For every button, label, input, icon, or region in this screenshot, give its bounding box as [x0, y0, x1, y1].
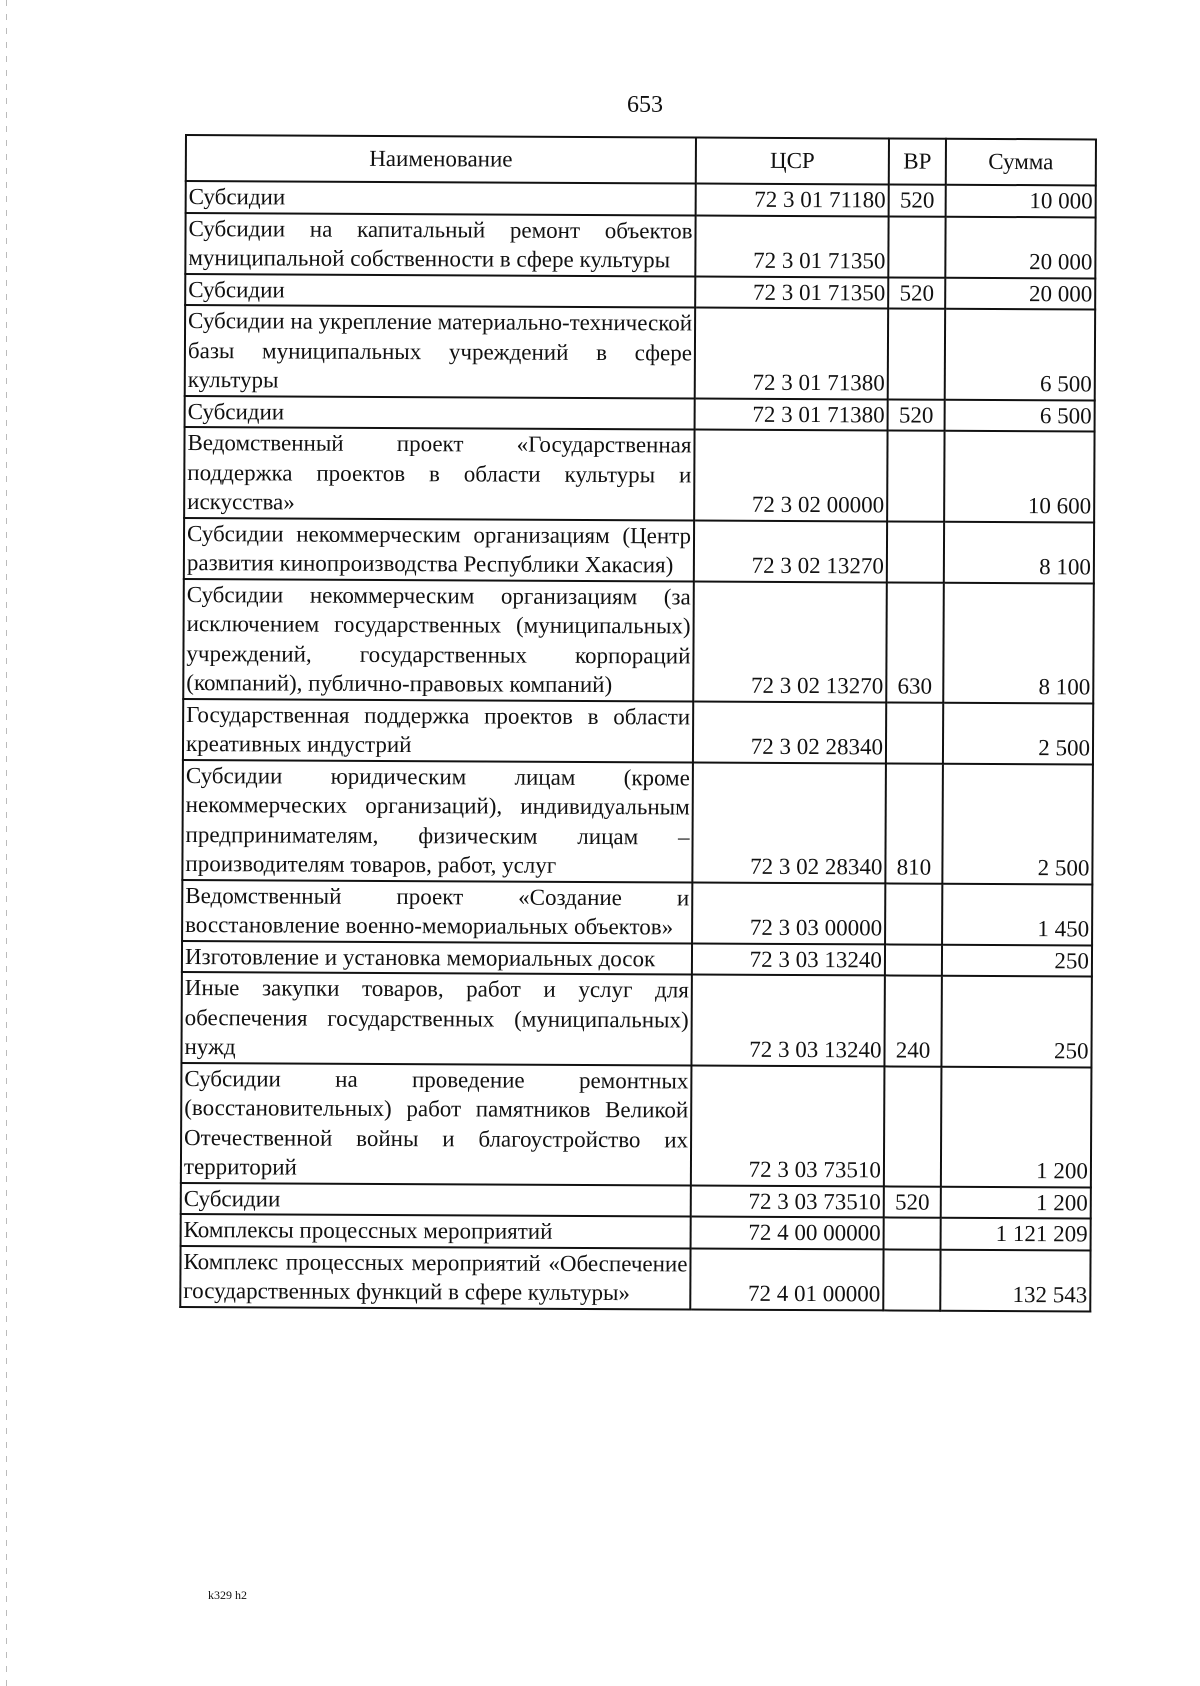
cell-csr: 72 3 01 71350 [695, 215, 888, 277]
budget-table [179, 134, 1097, 1312]
cell-name: Субсидии [185, 274, 695, 308]
cell-name: Государственная поддержка проектов в области креативных индустрий [183, 698, 693, 761]
cell-name: Субсидии некоммерческим организациям (Центр развития кинопроизводства Республики Хакасия) [184, 518, 694, 581]
table-row [184, 518, 1094, 583]
cell-name: Субсидии на проведение ремонтных (восстановительных) работ памятников Великой Отечественной войны и благоустройство их территорий [181, 1062, 692, 1184]
cell-sum: 250 [942, 944, 1092, 976]
table-row [182, 759, 1093, 883]
cell-vr [887, 521, 944, 582]
cell-sum: 250 [941, 976, 1091, 1067]
table-row [185, 213, 1095, 278]
cell-sum: 132 543 [940, 1249, 1090, 1311]
cell-sum: 1 121 209 [941, 1218, 1091, 1250]
cell-vr: 630 [886, 582, 944, 702]
table-row [181, 1062, 1092, 1186]
cell-csr: 72 4 00 00000 [691, 1216, 884, 1248]
cell-name: Субсидии некоммерческим организациям (за исключением государственных (муниципальных) учреждений, государственных корпораций (компаний), публично-правовых компаний) [183, 578, 694, 700]
cell-csr: 72 3 01 71380 [695, 398, 888, 430]
cell-sum: 10 000 [946, 185, 1096, 217]
cell-vr [884, 1066, 942, 1186]
cell-name: Субсидии [186, 181, 696, 215]
cell-csr: 72 3 02 28340 [693, 701, 886, 763]
cell-sum: 1 200 [941, 1066, 1092, 1187]
cell-name: Ведомственный проект «Государственная поддержка проектов в области культуры и искусства» [184, 427, 694, 520]
cell-sum: 6 500 [945, 399, 1095, 431]
cell-name: Субсидии на укрепление материально-технической базы муниципальных учреждений в сфере культуры [185, 305, 695, 398]
header-sum: Сумма [946, 139, 1096, 186]
cell-csr: 72 3 01 71350 [695, 276, 888, 308]
cell-vr [888, 216, 945, 277]
footer-code: k329 h2 [208, 1588, 247, 1602]
cell-name: Субсидии на капитальный ремонт объектов муниципальной собственности в сфере культуры [185, 213, 695, 276]
cell-csr: 72 3 02 13270 [694, 520, 887, 582]
cell-vr [885, 944, 942, 976]
cell-name: Изготовление и установка мемориальных досок [182, 940, 692, 974]
cell-sum: 2 500 [942, 763, 1093, 884]
table-header-row [186, 135, 1096, 185]
cell-csr: 72 3 03 73510 [691, 1065, 885, 1186]
table-row [185, 274, 1095, 310]
page-number: 653 [627, 92, 663, 118]
cell-vr: 520 [888, 399, 945, 431]
cell-vr: 520 [884, 1186, 941, 1218]
header-name: Наименование [186, 135, 696, 183]
table-row [185, 396, 1095, 432]
table-row [180, 1245, 1090, 1310]
header-vr: ВР [889, 138, 946, 184]
cell-csr: 72 3 01 71380 [695, 307, 888, 398]
cell-sum: 2 500 [943, 702, 1093, 764]
table-body [180, 181, 1095, 1311]
cell-vr: 520 [889, 184, 946, 216]
table-row [186, 181, 1096, 217]
cell-vr [883, 1249, 940, 1310]
table-row [183, 578, 1094, 702]
table-row [181, 1214, 1091, 1250]
cell-csr: 72 3 02 13270 [693, 581, 887, 702]
cell-sum: 8 100 [944, 521, 1094, 583]
cell-sum: 10 600 [944, 431, 1094, 522]
table-row [183, 698, 1093, 763]
cell-csr: 72 4 01 00000 [690, 1248, 883, 1310]
cell-sum: 1 450 [942, 883, 1092, 945]
cell-vr [886, 702, 943, 763]
cell-name: Ведомственный проект «Создание и восстановление военно-мемориальных объектов» [182, 879, 692, 942]
scan-margin-line [6, 0, 7, 1686]
cell-csr: 72 3 02 00000 [694, 429, 887, 520]
table-row [181, 972, 1091, 1067]
cell-sum: 6 500 [945, 309, 1095, 400]
header-csr: ЦСР [696, 137, 889, 184]
cell-name: Субсидии [185, 396, 695, 430]
table-row [182, 940, 1092, 976]
cell-vr [884, 1217, 941, 1249]
cell-name: Субсидии [181, 1182, 691, 1216]
table-row [184, 427, 1094, 522]
cell-name: Комплекс процессных мероприятий «Обеспечение государственных функций в сфере культуры» [180, 1245, 690, 1308]
cell-sum: 1 200 [941, 1186, 1091, 1218]
cell-vr: 810 [885, 763, 943, 883]
cell-csr: 72 3 03 13240 [691, 974, 884, 1065]
cell-sum: 20 000 [945, 216, 1095, 278]
table-row [181, 1182, 1091, 1218]
table-row [185, 305, 1095, 400]
cell-csr: 72 3 01 71180 [696, 183, 889, 215]
cell-csr: 72 3 02 28340 [692, 762, 886, 883]
cell-sum: 20 000 [945, 277, 1095, 309]
cell-name: Субсидии юридическим лицам (кроме некоммерческих организаций), индивидуальным предпринимателям, физическим лицам – производителям товаров, работ, услуг [182, 759, 693, 881]
cell-csr: 72 3 03 73510 [691, 1185, 884, 1217]
cell-sum: 8 100 [943, 582, 1094, 703]
cell-vr: 520 [888, 277, 945, 309]
cell-name: Комплексы процессных мероприятий [181, 1214, 691, 1248]
cell-vr [885, 883, 942, 944]
cell-csr: 72 3 03 00000 [692, 882, 885, 944]
cell-vr: 240 [884, 975, 941, 1066]
cell-csr: 72 3 03 13240 [692, 943, 885, 975]
cell-name: Иные закупки товаров, работ и услуг для обеспечения государственных (муниципальных) нужд [181, 972, 691, 1065]
cell-vr [888, 308, 945, 399]
cell-vr [887, 430, 944, 521]
table-row [182, 879, 1092, 944]
